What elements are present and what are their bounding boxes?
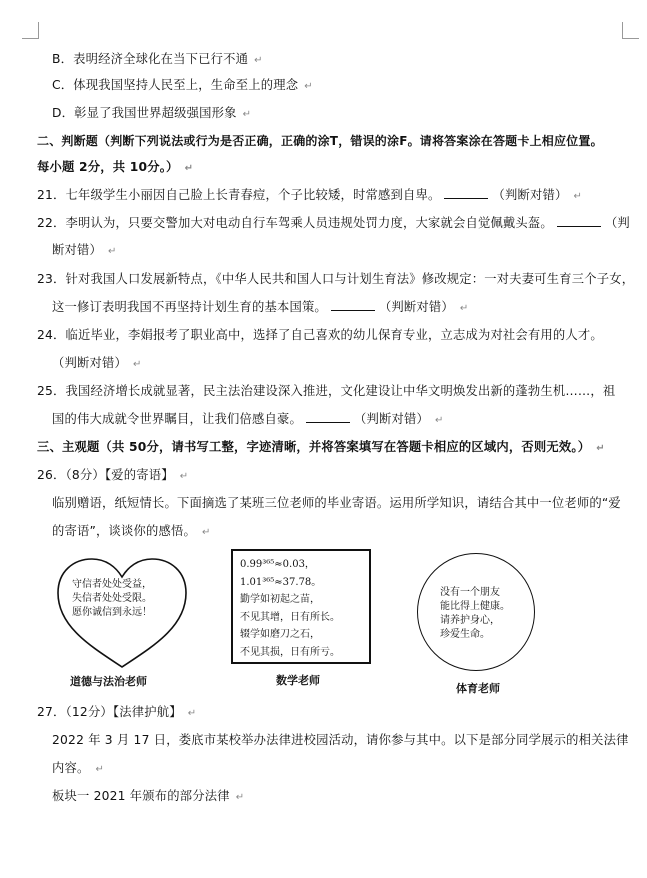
- question-24: 24．临近毕业，李娟报考了职业高中，选择了自己喜欢的幼儿保育专业，立志成为对社会有用的人才。: [37, 328, 603, 342]
- question-27-text: 2022 年 3 月 17 日，娄底市某校举办法律进校园活动，请你参与其中。以下是部分同学展示的相关法律: [52, 733, 629, 747]
- question-26-text-cont: 的寄语”，谈谈你的感悟。 ↵: [52, 524, 211, 538]
- question-22-cont: 断对错） ↵: [52, 243, 117, 257]
- math-line: 辍学如磨刀之石，: [240, 629, 320, 640]
- section3-header: 三、主观题（共 50分，请书写工整，字迹清晰，并将答案填写在答题卡相应的区域内，否则无效。） ↵: [37, 440, 605, 454]
- question-26-title: 26．（8分）【爱的寄语】 ↵: [37, 468, 189, 482]
- question-23-cont: 这一修订表明我国不再坚持计划生育的基本国策。 （判断对错） ↵: [52, 300, 469, 314]
- pe-line: 珍爱生命。: [440, 629, 490, 640]
- math-card-caption: 数学老师: [276, 674, 320, 687]
- question-24-cont: （判断对错） ↵: [52, 356, 142, 370]
- math-line: 0.99³⁶⁵≈0.03，: [240, 559, 315, 570]
- question-21: 21．七年级学生小丽因自己脸上长青春痘，个子比较矮，时常感到自卑。 （判断对错） ↵: [37, 188, 583, 202]
- option-c: C．体现我国坚持人民至上，生命至上的理念 ↵: [52, 78, 313, 92]
- section2-header-cont: 每小题 2分，共 10分。） ↵: [37, 160, 194, 174]
- pe-line: 能比得上健康。: [440, 601, 510, 612]
- question-27-block1: 板块一 2021 年颁布的部分法律 ↵: [52, 789, 245, 803]
- page-corner-top-left: [22, 22, 39, 39]
- pe-card-caption: 体育老师: [456, 682, 500, 695]
- heart-line: 愿你诚信到永远！: [72, 607, 152, 618]
- question-23: 23．针对我国人口发展新特点，《中华人民共和国人口与计划生育法》修改规定：一对夫妻可生育三个子女，: [37, 272, 635, 286]
- option-d: D．彰显了我国世界超级强国形象 ↵: [52, 106, 252, 120]
- heart-line: 失信者处处受限。: [72, 593, 152, 604]
- heart-card-text: [72, 578, 152, 620]
- pe-card-text: [440, 586, 510, 642]
- section2-header: 二、判断题（判断下列说法或行为是否正确，正确的涂T，错误的涂F。请将答案涂在答题卡上相应位置。: [37, 134, 603, 148]
- math-line: 勤学如初起之苗，: [240, 594, 320, 605]
- question-25-cont: 国的伟大成就令世界瞩目，让我们倍感自豪。 （判断对错） ↵: [52, 412, 444, 426]
- question-27-text-cont: 内容。 ↵: [52, 761, 105, 775]
- math-line: 不见其损，日有所亏。: [240, 646, 340, 658]
- answer-blank: [557, 215, 601, 227]
- math-card-text: [240, 556, 340, 661]
- math-line: 1.01³⁶⁵≈37.78。: [240, 576, 322, 588]
- math-line: 不见其增，日有所长。: [240, 611, 340, 623]
- pe-line: 请养护身心，: [440, 615, 500, 626]
- answer-blank: [331, 299, 375, 311]
- answer-blank: [444, 187, 488, 199]
- question-26-text: 临别赠语，纸短情长。下面摘选了某班三位老师的毕业寄语。运用所学知识，请结合其中一位老师的“爱: [52, 496, 621, 510]
- heart-line: 守信者处处受益，: [72, 579, 152, 590]
- pe-line: 没有一个朋友: [440, 587, 500, 598]
- heart-card-caption: 道德与法治老师: [70, 675, 147, 688]
- answer-blank: [306, 411, 350, 423]
- question-25: 25．我国经济增长成就显著，民主法治建设深入推进，文化建设让中华文明焕发出新的蓬勃生机……，祖: [37, 384, 616, 398]
- page-corner-top-right: [622, 22, 639, 39]
- question-27-title: 27．（12分）【法律护航】 ↵: [37, 705, 197, 719]
- option-b: B．表明经济全球化在当下已行不通 ↵: [52, 52, 263, 66]
- question-22: 22．李明认为，只要交警加大对电动自行车驾乘人员违规处罚力度，大家就会自觉佩戴头盔。 （判: [37, 216, 630, 230]
